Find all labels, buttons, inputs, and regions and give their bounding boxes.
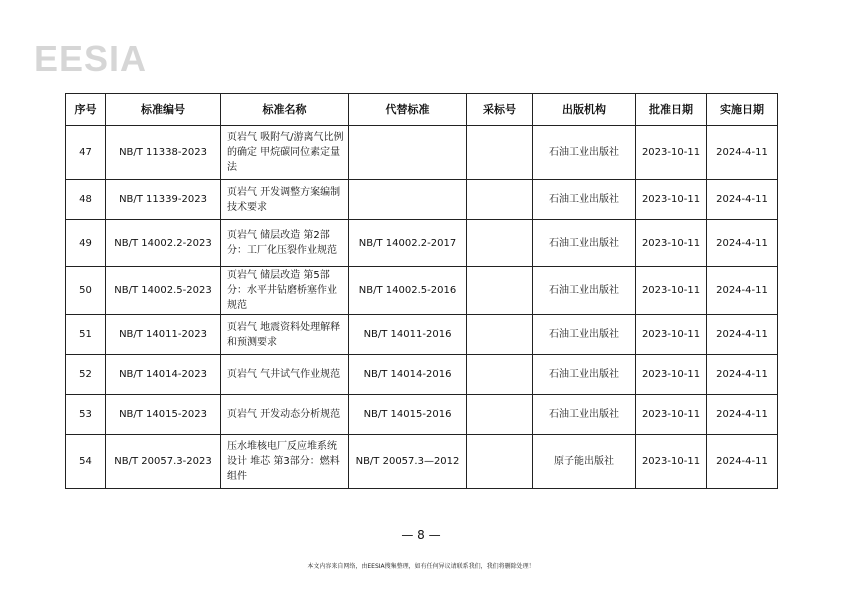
cell-code: NB/T 14015-2023: [106, 395, 221, 435]
cell-publisher: 石油工业出版社: [533, 126, 636, 180]
cell-approve-date: 2023-10-11: [636, 395, 707, 435]
cell-name: 页岩气 储层改造 第5部分：水平井钻磨桥塞作业规范: [221, 267, 349, 315]
cell-approve-date: 2023-10-11: [636, 315, 707, 355]
cell-no: 51: [66, 315, 106, 355]
cell-name: 页岩气 地震资料处理解释和预测要求: [221, 315, 349, 355]
cell-replace: [349, 180, 467, 220]
cell-no: 53: [66, 395, 106, 435]
cell-no: 52: [66, 355, 106, 395]
cell-code: NB/T 14011-2023: [106, 315, 221, 355]
cell-adopt: [467, 395, 533, 435]
cell-publisher: 原子能出版社: [533, 435, 636, 489]
cell-publisher: 石油工业出版社: [533, 180, 636, 220]
cell-code: NB/T 20057.3-2023: [106, 435, 221, 489]
cell-replace: NB/T 14014-2016: [349, 355, 467, 395]
table-row: [66, 355, 778, 395]
cell-code: NB/T 14014-2023: [106, 355, 221, 395]
cell-implement-date: 2024-4-11: [707, 435, 778, 489]
cell-replace: NB/T 14015-2016: [349, 395, 467, 435]
cell-publisher: 石油工业出版社: [533, 355, 636, 395]
cell-adopt: [467, 267, 533, 315]
cell-implement-date: 2024-4-11: [707, 315, 778, 355]
cell-approve-date: 2023-10-11: [636, 126, 707, 180]
header-replace: 代替标准: [349, 94, 467, 126]
cell-code: NB/T 11339-2023: [106, 180, 221, 220]
cell-name: 页岩气 储层改造 第2部分：工厂化压裂作业规范: [221, 220, 349, 267]
table-header-row: [66, 94, 778, 126]
standards-table: [65, 93, 778, 489]
cell-adopt: [467, 355, 533, 395]
cell-replace: NB/T 14002.2-2017: [349, 220, 467, 267]
cell-implement-date: 2024-4-11: [707, 267, 778, 315]
cell-name: 页岩气 气井试气作业规范: [221, 355, 349, 395]
cell-approve-date: 2023-10-11: [636, 435, 707, 489]
cell-implement-date: 2024-4-11: [707, 395, 778, 435]
cell-implement-date: 2024-4-11: [707, 220, 778, 267]
table-row: [66, 315, 778, 355]
footer-note: 本文内容来自网络，由EESIA搜集整理，如有任何异议请联系我们，我们将删除处理！: [307, 563, 535, 570]
cell-code: NB/T 14002.2-2023: [106, 220, 221, 267]
table-row: [66, 220, 778, 267]
cell-code: NB/T 14002.5-2023: [106, 267, 221, 315]
header-publisher: 出版机构: [533, 94, 636, 126]
cell-no: 47: [66, 126, 106, 180]
cell-publisher: 石油工业出版社: [533, 395, 636, 435]
cell-implement-date: 2024-4-11: [707, 180, 778, 220]
header-adopt: 采标号: [467, 94, 533, 126]
cell-adopt: [467, 126, 533, 180]
cell-adopt: [467, 315, 533, 355]
cell-no: 48: [66, 180, 106, 220]
header-implement-date: 实施日期: [707, 94, 778, 126]
cell-publisher: 石油工业出版社: [533, 267, 636, 315]
cell-adopt: [467, 435, 533, 489]
cell-replace: NB/T 14011-2016: [349, 315, 467, 355]
cell-replace: [349, 126, 467, 180]
cell-publisher: 石油工业出版社: [533, 315, 636, 355]
cell-name: 压水堆核电厂反应堆系统设计 堆芯 第3部分：燃料组件: [221, 435, 349, 489]
cell-no: 49: [66, 220, 106, 267]
cell-adopt: [467, 180, 533, 220]
table-row: [66, 180, 778, 220]
cell-no: 54: [66, 435, 106, 489]
cell-name: 页岩气 开发调整方案编制技术要求: [221, 180, 349, 220]
cell-publisher: 石油工业出版社: [533, 220, 636, 267]
table-row: [66, 395, 778, 435]
header-no: 序号: [66, 94, 106, 126]
cell-approve-date: 2023-10-11: [636, 267, 707, 315]
cell-replace: NB/T 14002.5-2016: [349, 267, 467, 315]
cell-approve-date: 2023-10-11: [636, 180, 707, 220]
cell-approve-date: 2023-10-11: [636, 355, 707, 395]
cell-adopt: [467, 220, 533, 267]
cell-approve-date: 2023-10-11: [636, 220, 707, 267]
cell-name: 页岩气 开发动态分析规范: [221, 395, 349, 435]
cell-replace: NB/T 20057.3—2012: [349, 435, 467, 489]
cell-name: 页岩气 吸附气/游离气比例的确定 甲烷碳同位素定量法: [221, 126, 349, 180]
cell-implement-date: 2024-4-11: [707, 126, 778, 180]
cell-implement-date: 2024-4-11: [707, 355, 778, 395]
eesia-logo: EESIA: [34, 38, 148, 79]
header-name: 标准名称: [221, 94, 349, 126]
table-row: [66, 267, 778, 315]
table-row: [66, 435, 778, 489]
cell-no: 50: [66, 267, 106, 315]
header-approve-date: 批准日期: [636, 94, 707, 126]
cell-code: NB/T 11338-2023: [106, 126, 221, 180]
page-number: — 8 —: [401, 528, 441, 542]
table-row: [66, 126, 778, 180]
header-code: 标准编号: [106, 94, 221, 126]
